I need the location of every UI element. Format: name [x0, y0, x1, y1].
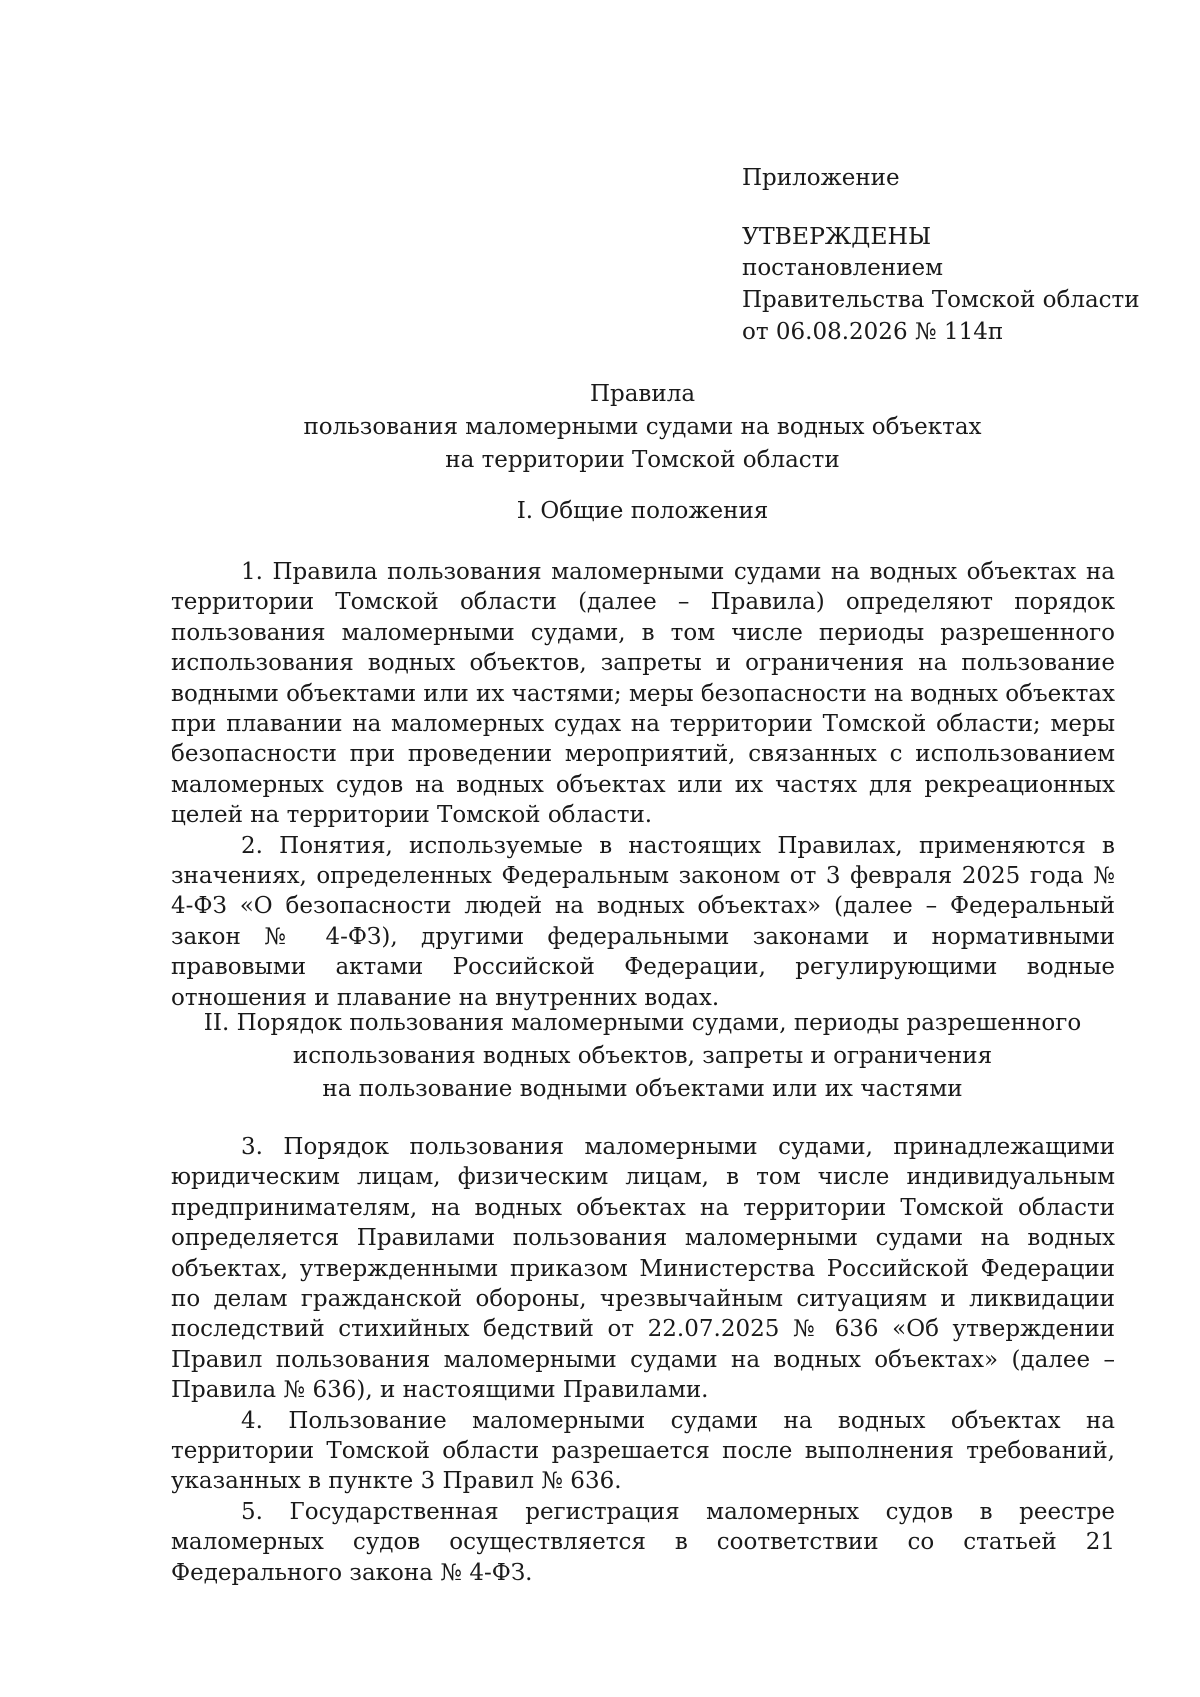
- document-title: [170, 378, 1115, 477]
- paragraph: 2. Понятия, используемые в настоящих Правилах, применяются в значениях, определенных Федеральным законом от 3 февраля 2025 года № 4-ФЗ «О безопасности людей на водных объектах» (далее – Федеральный закон № 4-ФЗ), другими федеральными законами и нормативными правовыми актами Российской Федерации, регулирующими водные отношения и плавание на внутренних водах.: [171, 832, 1115, 1011]
- paragraph: 1. Правила пользования маломерными судами на водных объектах на территории Томской области (далее – Правила) определяют порядок пользования маломерными судами, в том числе периоды разрешенного использования водных объектов, запреты и ограничения на пользование водными объектами или их частями; меры безопасности на водных объектах при плавании на маломерных судах на территории Томской области; меры безопасности при проведении мероприятий, связанных с использованием маломерных судов на водных объектах или их частях для рекреационных целей на территории Томской области.: [171, 559, 1115, 829]
- approved-line: от 06.08.2026 № 114п: [742, 319, 1004, 345]
- title-line: Правила: [589, 381, 696, 407]
- title-line: пользования маломерными судами на водных объектах: [303, 414, 982, 440]
- section-heading-line: использования водных объектов, запреты и ограничения: [292, 1043, 993, 1069]
- paragraph: 4. Пользование маломерными судами на водных объектах на территории Томской области разрешается после выполнения требований, указанных в пункте 3 Правил № 636.: [171, 1407, 1115, 1495]
- section-1-body: [171, 557, 1115, 1013]
- approved-line: Правительства Томской области: [742, 287, 1140, 313]
- approved-label: УТВЕРЖДЕНЫ: [742, 222, 932, 250]
- approved-line: постановлением: [742, 255, 944, 281]
- section-2-heading: [170, 1007, 1115, 1106]
- paragraph: 5. Государственная регистрация маломерных судов в реестре маломерных судов осуществляется в соответствии со статьей 21 Федерального закона № 4-ФЗ.: [171, 1498, 1115, 1586]
- section-1-heading: [170, 495, 1115, 528]
- title-line: на территории Томской области: [445, 447, 840, 473]
- section-heading-line: II. Порядок пользования маломерными судами, периоды разрешенного: [203, 1010, 1082, 1036]
- section-heading-line: I. Общие положения: [516, 498, 769, 524]
- appendix-label: Приложение: [742, 165, 900, 191]
- section-2-body: [171, 1132, 1115, 1588]
- section-heading-line: на пользование водными объектами или их частями: [322, 1076, 963, 1102]
- paragraph: 3. Порядок пользования маломерными судами, принадлежащими юридическим лицам, физическим лицам, в том числе индивидуальным предпринимателям, на водных объектах на территории Томской области определяется Правилами пользования маломерными судами на водных объектах, утвержденными приказом Министерства Российской Федерации по делам гражданской обороны, чрезвычайным ситуациям и ликвидации последствий стихийных бедствий от 22.07.2025 № 636 «Об утверждении Правил пользования маломерными судами на водных объектах» (далее – Правила № 636), и настоящими Правилами.: [171, 1134, 1115, 1404]
- approval-stamp-block: [742, 162, 1162, 348]
